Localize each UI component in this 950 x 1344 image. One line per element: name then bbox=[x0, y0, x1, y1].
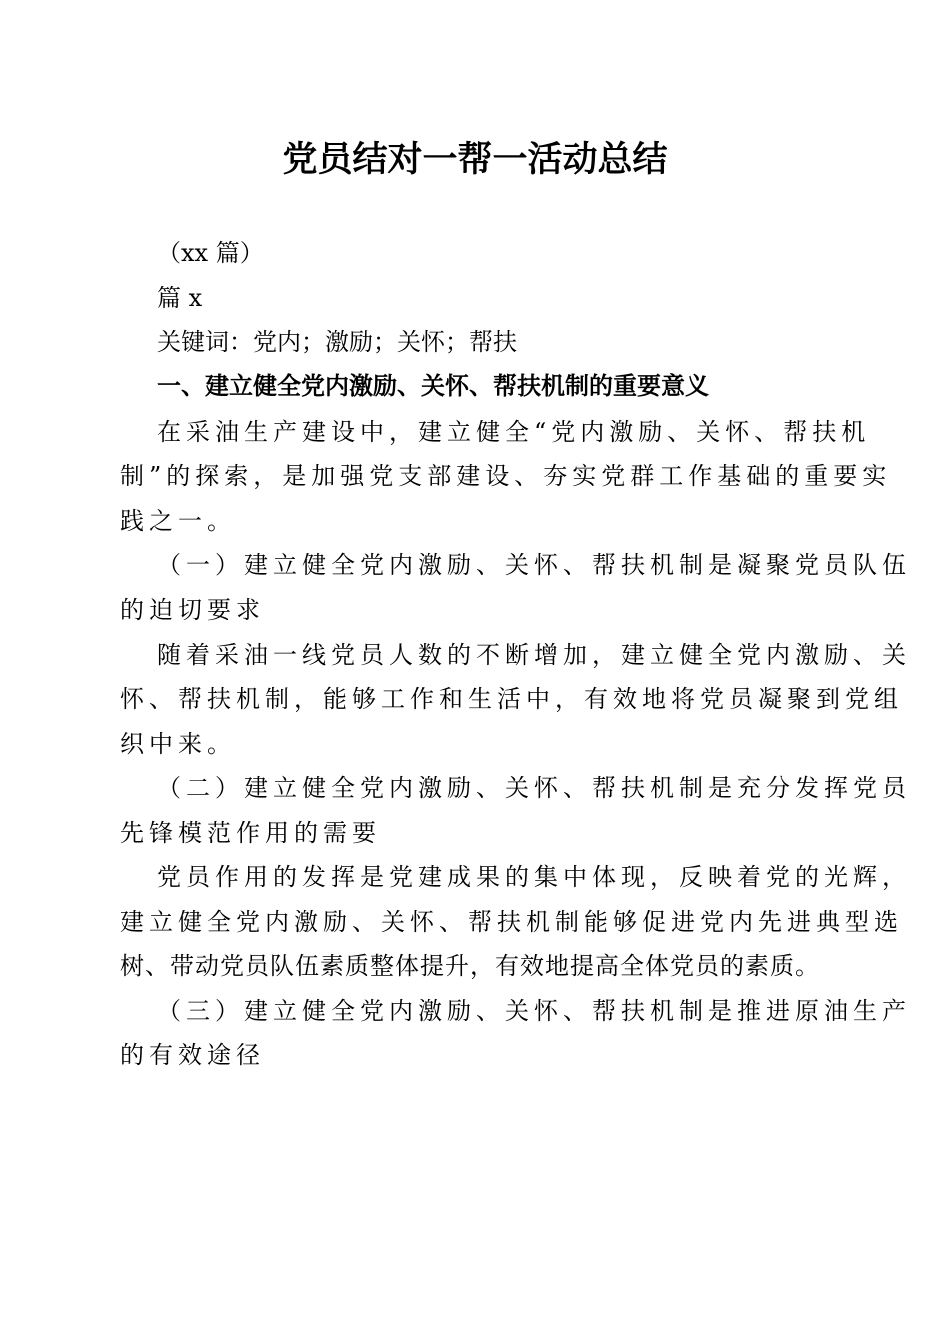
paragraph-line: 党员作用的发挥是党建成果的集中体现，反映着党的光辉， bbox=[157, 863, 911, 891]
paragraph-line: 制”的探索，是加强党支部建设、夯实党群工作基础的重要实 bbox=[120, 462, 892, 490]
subsection-heading-line: 的有效途径 bbox=[120, 1041, 265, 1069]
keywords-line: 关键词：党内；激励；关怀；帮扶 bbox=[157, 328, 517, 356]
subsection-heading-line: （三）建立健全党内激励、关怀、帮扶机制是推进原油生产 bbox=[157, 997, 911, 1025]
paragraph-line: 在采油生产建设中，建立健全“党内激励、关怀、帮扶机 bbox=[157, 418, 871, 446]
document-subtitle: （xx 篇） bbox=[157, 239, 264, 267]
part-label: 篇 x bbox=[157, 284, 203, 312]
paragraph-line: 怀、帮扶机制，能够工作和生活中，有效地将党员凝聚到党组 bbox=[120, 685, 903, 713]
subsection-heading-line: （一）建立健全党内激励、关怀、帮扶机制是凝聚党员队伍 bbox=[157, 551, 911, 579]
subsection-heading-line: 先锋模范作用的需要 bbox=[120, 819, 381, 847]
paragraph-line: 践之一。 bbox=[120, 507, 236, 535]
document-title: 党员结对一帮一活动总结 bbox=[282, 139, 668, 180]
paragraph-line: 建立健全党内激励、关怀、帮扶机制能够促进党内先进典型选 bbox=[120, 908, 903, 936]
section-heading-1: 一、建立健全党内激励、关怀、帮扶机制的重要意义 bbox=[157, 372, 709, 400]
paragraph-line: 随着采油一线党员人数的不断增加，建立健全党内激励、关 bbox=[157, 641, 911, 669]
paragraph-line: 树、带动党员队伍素质整体提升，有效地提高全体党员的素质。 bbox=[120, 952, 820, 980]
paragraph-line: 织中来。 bbox=[120, 730, 236, 758]
subsection-heading-line: 的迫切要求 bbox=[120, 596, 265, 624]
subsection-heading-line: （二）建立健全党内激励、关怀、帮扶机制是充分发挥党员 bbox=[157, 774, 911, 802]
